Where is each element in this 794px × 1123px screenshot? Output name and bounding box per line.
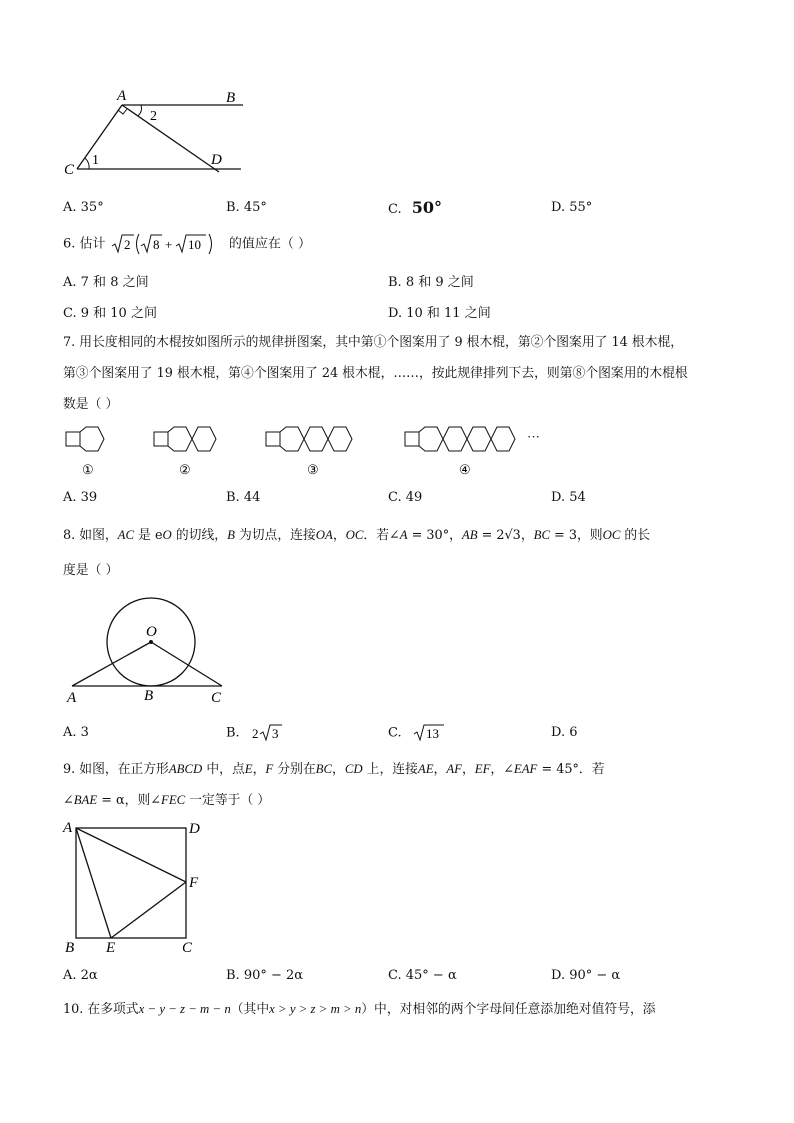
q8-option-c-label: C.	[388, 725, 402, 741]
q5-option-b[interactable]: B. 45°	[226, 200, 267, 215]
q8-option-c-value	[412, 722, 448, 744]
label-e: E	[106, 940, 116, 956]
q6-option-a[interactable]: A. 7 和 8 之间	[63, 275, 149, 290]
q7-line2: 第③个图案用了 19 根木棍，第④个图案用了 24 根木棍，……，按此规律排列下去，则第⑧个图案用的木棍根	[63, 366, 688, 381]
line-ac	[77, 105, 122, 169]
q9-figure	[60, 816, 210, 958]
q8-option-c[interactable]	[388, 722, 448, 744]
q9-text: 上，连接	[362, 762, 418, 777]
q10-line1	[63, 1000, 656, 1019]
q9-text: = 45°．若	[537, 762, 605, 777]
q8-text: ，	[332, 528, 346, 543]
q8-text: 的切线，	[171, 528, 228, 543]
q8-text: 是 e	[134, 528, 163, 543]
label-o: O	[146, 624, 157, 640]
label-b: B	[65, 940, 75, 956]
q8-text: 为切点，连接	[234, 528, 316, 543]
q8-text: = 30°，	[407, 528, 462, 543]
q9-math: F	[265, 762, 274, 776]
label-a: A	[117, 88, 127, 104]
q8-text: 8. 如图，	[63, 528, 118, 543]
q5-option-d[interactable]: D. 55°	[551, 200, 593, 215]
label-c: C	[211, 690, 222, 706]
pattern-3-label: ③	[307, 462, 319, 477]
q9-text: ，∠	[490, 762, 514, 777]
q8-math: OC	[345, 528, 364, 542]
q9-text: ，	[433, 762, 447, 777]
q9-option-c[interactable]: C. 45° − α	[388, 968, 457, 983]
label-a: A	[63, 820, 73, 836]
square-abcd	[76, 828, 186, 938]
q8-option-b-value	[250, 722, 286, 744]
q9-text: ，	[252, 762, 266, 777]
q9-option-a[interactable]: A. 2α	[63, 968, 98, 983]
q5-option-c[interactable]	[388, 198, 442, 217]
pattern-3	[266, 427, 352, 451]
q8-math: AB	[461, 528, 478, 542]
q6-expression	[110, 232, 225, 256]
q7-option-b[interactable]: B. 44	[226, 490, 261, 505]
q6-option-c[interactable]: C. 9 和 10 之间	[63, 306, 157, 321]
pattern-1	[66, 427, 104, 451]
q8-line1	[63, 526, 650, 545]
q9-math: EAF	[513, 762, 538, 776]
q7-figure	[60, 424, 560, 480]
q7-line3: 数是（ ）	[63, 397, 119, 412]
q10-suffix: ）中，对相邻的两个字母间任意添加绝对值符号，添	[361, 1002, 656, 1017]
q6-sqrt10: 10	[187, 237, 201, 252]
q7-option-d[interactable]: D. 54	[551, 490, 586, 505]
label-d: D	[211, 152, 222, 168]
q8-option-d[interactable]: D. 6	[551, 725, 578, 740]
q9-option-d[interactable]: D. 90° − α	[551, 968, 621, 983]
q6-sqrt2: 2	[123, 237, 131, 252]
q8-math: B	[227, 528, 235, 542]
q8-math: AC	[117, 528, 135, 542]
q7-ellipsis: ···	[527, 429, 540, 444]
q5-option-c-label: C.	[388, 202, 402, 217]
q6-sqrt8: 8	[152, 237, 160, 252]
line-ef	[111, 882, 186, 938]
q8-math: A	[399, 528, 408, 542]
q9-text: 一定等于（ ）	[185, 793, 271, 808]
line-af	[76, 828, 186, 882]
q7-option-a[interactable]: A. 39	[63, 490, 98, 505]
label-f: F	[189, 875, 199, 891]
q8-option-b[interactable]	[226, 722, 286, 744]
q9-math: AF	[446, 762, 462, 776]
label-angle2: 2	[150, 109, 157, 124]
q8-option-b-label: B.	[226, 725, 240, 741]
center-point	[149, 640, 153, 644]
q9-math: AE	[417, 762, 434, 776]
q9-text: ，	[461, 762, 475, 777]
q5-option-c-value: 50°	[411, 198, 443, 217]
q5-option-a[interactable]: A. 35°	[63, 200, 104, 215]
q6-stem	[63, 232, 311, 256]
q7-line1: 7. 用长度相同的木棍按如图所示的规律拼图案，其中第①个图案用了 9 根木棍，第②个图案用了 14 根木棍，	[63, 335, 684, 350]
label-b: B	[144, 688, 154, 704]
q8-math: OA	[315, 528, 333, 542]
angle2-arc	[138, 105, 142, 116]
q6-plus: +	[164, 237, 173, 252]
q9-text: 9. 如图，在正方形	[63, 762, 169, 777]
q8-text: = 3，则	[549, 528, 603, 543]
line-ad	[122, 105, 219, 172]
q9-math: BC	[315, 762, 333, 776]
q5-figure	[55, 86, 255, 186]
q10-cond: x > y > z > m > n	[269, 1002, 362, 1016]
label-d: D	[189, 821, 200, 837]
q8-option-b-coef: 2	[251, 726, 259, 741]
label-angle1: 1	[92, 153, 99, 168]
q8-math: BC	[533, 528, 550, 542]
angle1-arc	[85, 158, 89, 169]
pattern-4	[405, 427, 515, 451]
q6-suffix: 的值应在（ ）	[228, 236, 311, 252]
q8-line2: 度是（ ）	[63, 563, 119, 578]
q8-text: = 2√3，	[477, 528, 534, 543]
q10-expr: x − y − z − m − n	[138, 1002, 231, 1016]
q6-option-b[interactable]: B. 8 和 9 之间	[388, 275, 474, 290]
q9-text: 中，点	[202, 762, 245, 777]
q10-prefix: 10. 在多项式	[63, 1002, 139, 1017]
q8-math: O	[162, 528, 172, 542]
pattern-1-label: ①	[82, 462, 94, 477]
q8-text: 的长	[620, 528, 651, 543]
pattern-4-label: ④	[459, 462, 471, 477]
q9-option-b[interactable]: B. 90° − 2α	[226, 968, 304, 983]
q9-math: EF	[474, 762, 491, 776]
line-ae	[76, 828, 111, 938]
label-c: C	[182, 940, 193, 956]
q9-math: ABCD	[168, 762, 203, 776]
q6-option-d[interactable]: D. 10 和 11 之间	[388, 306, 491, 321]
q9-text: 分别在	[273, 762, 316, 777]
pattern-2	[154, 427, 216, 451]
line-oc	[151, 642, 222, 686]
q8-text: ．若∠	[363, 528, 400, 543]
label-a: A	[67, 690, 77, 706]
line-oa	[72, 642, 151, 686]
q9-line1	[63, 760, 605, 779]
q9-text: = α，则∠	[97, 793, 162, 808]
q9-text: ∠	[63, 793, 74, 808]
q8-math: OC	[602, 528, 621, 542]
q10-mid: （其中	[230, 1002, 270, 1017]
q9-math: E	[244, 762, 253, 776]
pattern-2-label: ②	[179, 462, 191, 477]
q8-option-a[interactable]: A. 3	[63, 725, 89, 740]
q9-math: CD	[344, 762, 363, 776]
label-c: C	[64, 162, 75, 178]
label-b: B	[226, 90, 236, 106]
q8-figure	[60, 596, 240, 708]
q7-option-c[interactable]: C. 49	[388, 490, 423, 505]
q9-math: FEC	[161, 793, 186, 807]
q9-text: ，	[332, 762, 345, 777]
q8-option-b-radicand: 3	[271, 726, 279, 741]
q9-line2	[63, 791, 270, 810]
q6-prefix: 6. 估计	[63, 236, 106, 252]
q8-option-c-radicand: 13	[425, 726, 439, 741]
q9-math: BAE	[73, 793, 98, 807]
